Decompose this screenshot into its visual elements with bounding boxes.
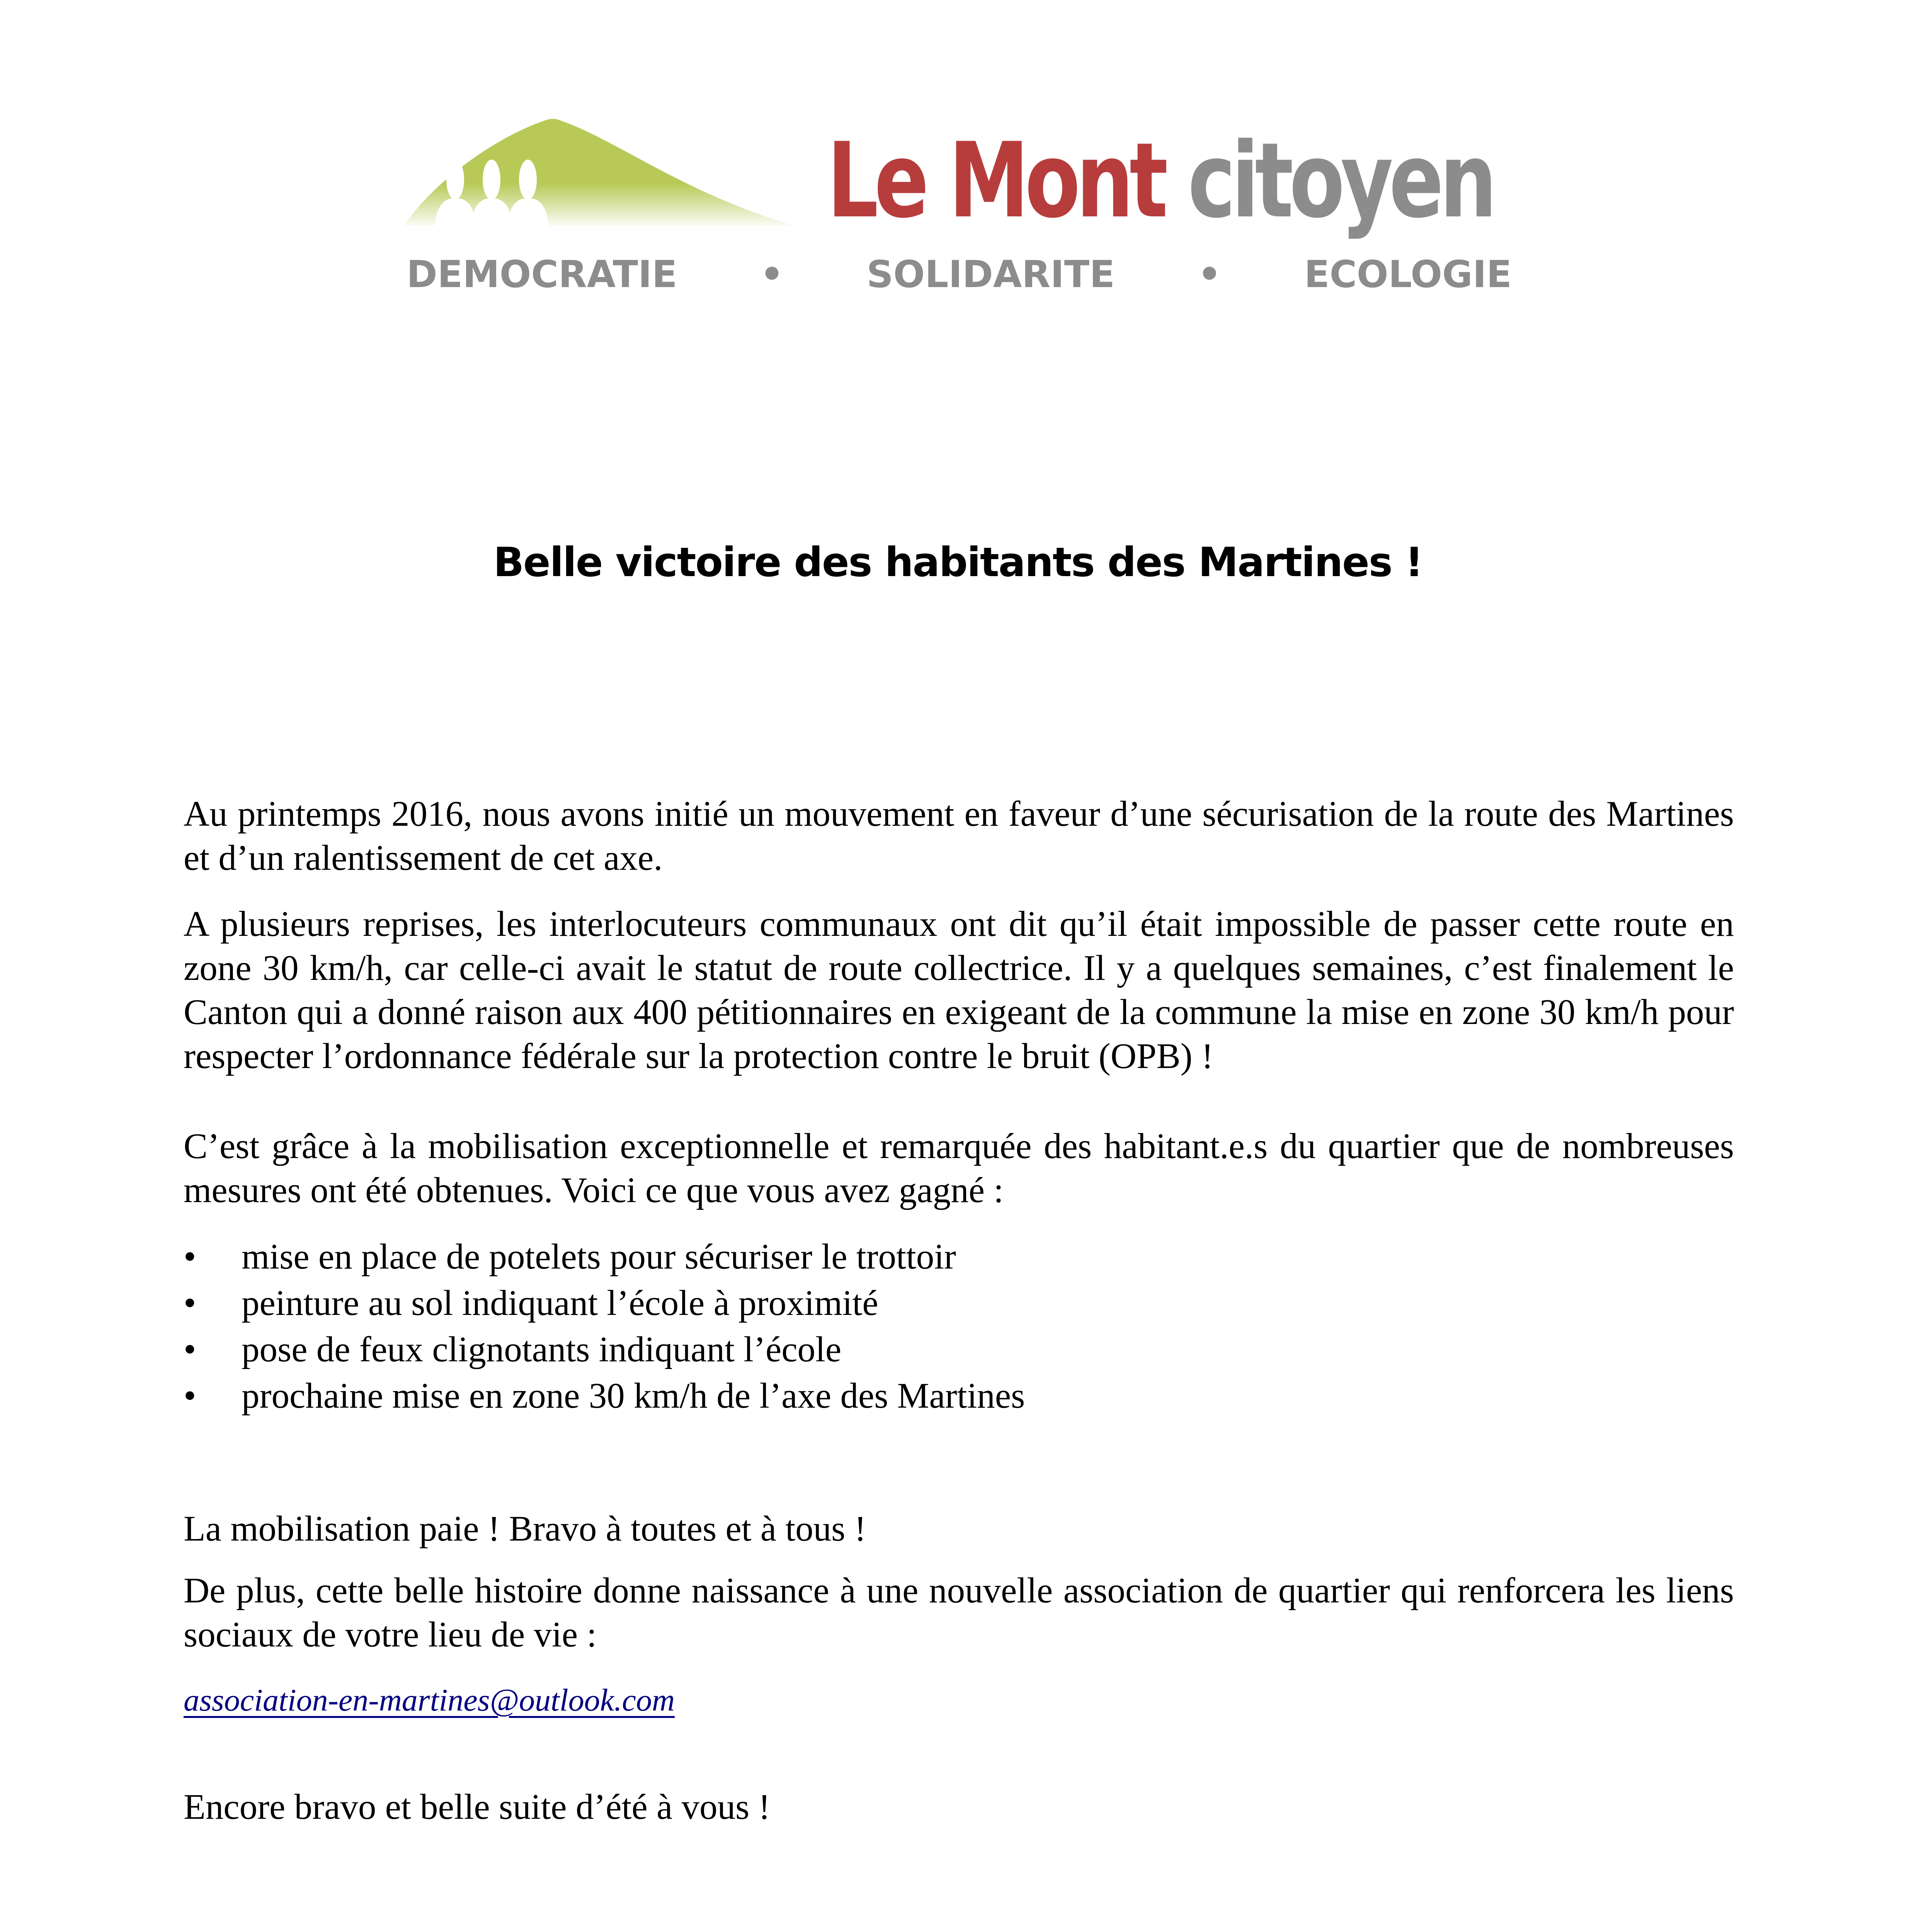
- tagline-ecologie: ECOLOGIE: [1304, 253, 1512, 296]
- list-item-text: prochaine mise en zone 30 km/h de l’axe des Martines: [242, 1376, 1025, 1416]
- paragraph-association: De plus, cette belle histoire donne naissance à une nouvelle association de quartier qui renforcera les liens sociaux de votre lieu de vie :: [184, 1571, 1734, 1655]
- paragraph-mobilisation: C’est grâce à la mobilisation exceptionnelle et remarquée des habitant.e.s du quartier que de nombreuses mesures ont été obtenues. Voici ce que vous avez gagné :: [184, 1126, 1734, 1210]
- paragraph-context: A plusieurs reprises, les interlocuteurs communaux ont dit qu’il était impossible de passer cette route en zone 30 km/h, car celle-ci avait le statut de route collectrice. Il y a quelques semaines, c’est finalement le Canton qui a donné raison aux 400 pétitionnaires en exigeant de la commune la mise en zone 30 km/h pour respecter l’ordonnance fédérale sur la protection contre le bruit (OPB) !: [184, 904, 1734, 1076]
- paragraph-closing: Encore bravo et belle suite d’été à vous !: [184, 1787, 771, 1827]
- tagline-democratie: DEMOCRATIE: [407, 253, 677, 296]
- list-item: [184, 1327, 1734, 1373]
- tagline-separator: •: [760, 253, 784, 296]
- logo-mountain-icon: [396, 116, 806, 226]
- logo-tagline: [407, 253, 1512, 296]
- list-item: [184, 1234, 1734, 1280]
- bullet-icon: •: [184, 1283, 196, 1323]
- figure-head-2: [483, 160, 500, 200]
- list-item-text: peinture au sol indiquant l’école à proximité: [242, 1283, 878, 1323]
- list-item-text: pose de feux clignotants indiquant l’école: [242, 1330, 842, 1369]
- tagline-solidarite: SOLIDARITE: [866, 253, 1115, 296]
- list-item: [184, 1373, 1734, 1419]
- list-item-text: mise en place de potelets pour sécuriser le trottoir: [242, 1237, 956, 1277]
- logo-figures: [435, 160, 548, 226]
- figure-head-1: [446, 160, 464, 200]
- logo-wordmark: [827, 123, 1493, 239]
- tagline-separator: •: [1198, 253, 1222, 296]
- logo-brand-red: Le Mont: [827, 121, 1164, 241]
- bullet-icon: •: [184, 1376, 196, 1416]
- paragraph-intro: Au printemps 2016, nous avons initié un mouvement en faveur d’une sécurisation de la route des Martines et d’un ralentissement de cet axe.: [184, 794, 1734, 878]
- figure-head-3: [519, 160, 537, 200]
- email-link[interactable]: association-en-martines@outlook.com: [184, 1682, 675, 1718]
- bullet-icon: •: [184, 1237, 196, 1277]
- paragraph-bravo: La mobilisation paie ! Bravo à toutes et à tous !: [184, 1509, 866, 1549]
- logo-brand-gray: citoyen: [1188, 121, 1493, 241]
- measures-list: [184, 1234, 1734, 1419]
- page-title: Belle victoire des habitants des Martines !: [493, 539, 1423, 586]
- bullet-icon: •: [184, 1330, 196, 1369]
- list-item: [184, 1280, 1734, 1327]
